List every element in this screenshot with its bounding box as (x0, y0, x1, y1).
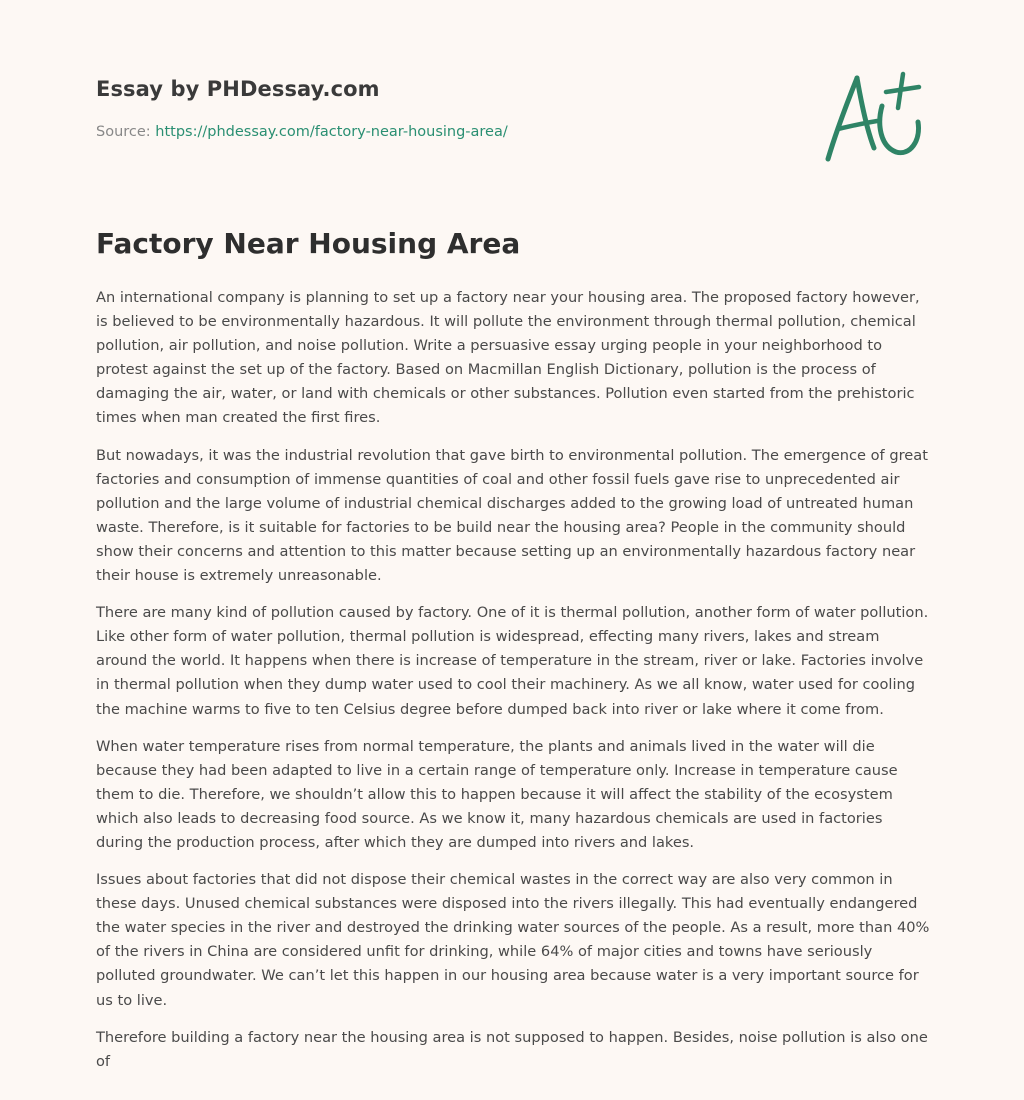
essay-paragraph: There are many kind of pollution caused by factory. One of it is thermal pollution, another form of water pollution. Like other form of water pollution, thermal pollution is widespread, effecting many rivers, lakes and stream around the world. It happens when there is increase of temperature in the stream, river or lake. Factories involve in thermal pollution when they dump water used to cool their machinery. As we all know, water used for cooling the machine warms to five to ten Celsius degree before dumped back into river or lake where it come from. (96, 604, 929, 718)
essay-paragraph: Issues about factories that did not dispose their chemical wastes in the correct way are also very common in these days. Unused chemical substances were disposed into the rivers illegally. This had eventually endangered the water species in the river and destroyed the drinking water sources of the people. As a result, more than 40% of the rivers in China are considered unfit for drinking, while 64% of major cities and towns have seriously polluted groundwater. We can’t let this happen in our housing area because water is a very important source for us to live. (96, 871, 930, 1009)
essay-title: Factory Near Housing Area (96, 227, 521, 260)
source-line (96, 124, 508, 140)
source-link[interactable]: https://phdessay.com/factory-near-housing-area/ (155, 124, 508, 140)
essay-paragraph: But nowadays, it was the industrial revolution that gave birth to environmental pollution. The emergence of great factories and consumption of immense quantities of coal and other fossil fuels gave rise to unprecedented air pollution and the large volume of industrial chemical discharges added to the growing load of untreated human waste. Therefore, is it suitable for factories to be build near the housing area? People in the community should show their concerns and attention to this matter because setting up an environmentally hazardous factory near their house is extremely unreasonable. (96, 446, 928, 585)
site-title: Essay by PHDessay.com (96, 77, 380, 101)
essay-paragraph: When water temperature rises from normal temperature, the plants and animals lived in the water will die because they had been adapted to live in a certain range of temperature only. Increase in temperature cause them to die. Therefore, we shouldn’t allow this to happen because it will affect the stability of the ecosystem which also leads to decreasing food source. As we know it, many hazardous chemicals are used in factories during the production process, after which they are dumped into rivers and lakes. (96, 737, 898, 851)
essay-paragraph: Therefore building a factory near the housing area is not supposed to happen. Besides, noise pollution is also one of (96, 1028, 928, 1070)
a-plus-logo-icon (820, 66, 930, 166)
source-label: Source: (96, 124, 156, 140)
essay-body (96, 286, 931, 1087)
essay-paragraph: An international company is planning to set up a factory near your housing area. The proposed factory however, is believed to be environmentally hazardous. It will pollute the environment through thermal pollution, chemical pollution, air pollution, and noise pollution. Write a persuasive essay urging people in your neighborhood to protest against the set up of the factory. Based on Macmillan English Dictionary, pollution is the process of damaging the air, water, or land with chemicals or other substances. Pollution even started from the prehistoric times when man created the first fires. (96, 289, 920, 427)
